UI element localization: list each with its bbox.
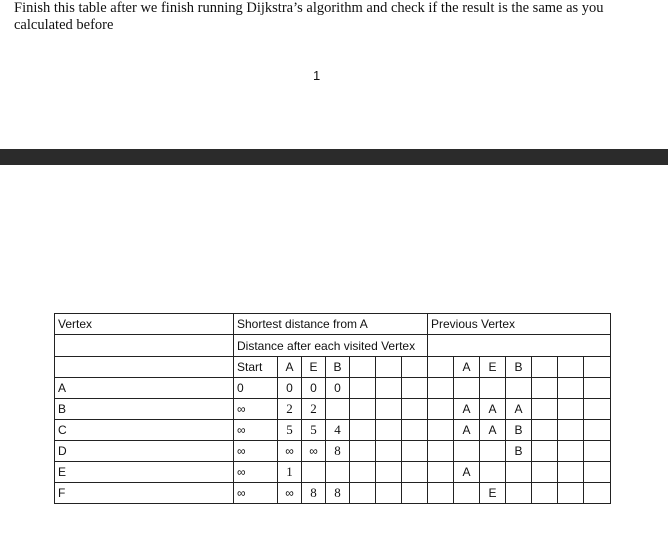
vertex-label: F: [55, 483, 234, 504]
previous-cell: [584, 420, 611, 441]
previous-cell: A: [480, 399, 506, 420]
distance-cell: [402, 483, 428, 504]
visit-order-cell: B: [326, 357, 350, 378]
instruction-text: Finish this table after we finish running Dijkstra’s algorithm and check if the result is the same as you calculated before: [14, 0, 604, 33]
vertex-subheader-cell: [55, 335, 234, 357]
distance-cell: ∞: [234, 399, 278, 420]
vertex-label: D: [55, 441, 234, 462]
distance-cell: 8: [326, 483, 350, 504]
distance-cell: [402, 462, 428, 483]
visit-order-vertex-cell: [55, 357, 234, 378]
vertex-label: C: [55, 420, 234, 441]
prev-spacer-cell: [428, 378, 454, 399]
distance-cell: ∞: [302, 441, 326, 462]
table-row: [55, 378, 611, 399]
previous-cell: A: [480, 420, 506, 441]
previous-cell: [454, 441, 480, 462]
previous-cell: A: [454, 399, 480, 420]
vertex-header: Vertex: [55, 314, 234, 335]
previous-cell: [454, 483, 480, 504]
distance-cell: 2: [302, 399, 326, 420]
previous-cell: [506, 483, 532, 504]
table-row: [55, 462, 611, 483]
distance-cell: [350, 420, 376, 441]
distance-cell: 4: [326, 420, 350, 441]
previous-cell: [480, 378, 506, 399]
table-row: [55, 399, 611, 420]
prev-order-spacer-cell: [428, 357, 454, 378]
distance-subheader: Distance after each visited Vertex: [234, 335, 428, 357]
previous-cell: [558, 462, 584, 483]
distance-cell: [350, 441, 376, 462]
distance-cell: ∞: [234, 462, 278, 483]
previous-cell: [584, 483, 611, 504]
previous-cell: [584, 378, 611, 399]
distance-cell: [402, 441, 428, 462]
previous-cell: A: [454, 462, 480, 483]
distance-cell: [326, 462, 350, 483]
distance-cell: ∞: [234, 420, 278, 441]
previous-cell: [558, 441, 584, 462]
distance-cell: 0: [234, 378, 278, 399]
previous-cell: A: [454, 420, 480, 441]
previous-cell: B: [506, 441, 532, 462]
distance-cell: 1: [278, 462, 302, 483]
visit-order-cell: [350, 357, 376, 378]
distance-cell: [350, 462, 376, 483]
previous-cell: B: [506, 420, 532, 441]
previous-cell: [506, 462, 532, 483]
distance-cell: ∞: [278, 441, 302, 462]
visit-order-cell: Start: [234, 357, 278, 378]
distance-cell: [302, 462, 326, 483]
vertex-label: B: [55, 399, 234, 420]
distance-cell: 0: [326, 378, 350, 399]
table-row: [55, 420, 611, 441]
dijkstra-table: [54, 313, 611, 504]
prev-spacer-cell: [428, 420, 454, 441]
previous-cell: [558, 399, 584, 420]
prev-order-cell: A: [454, 357, 480, 378]
prev-spacer-cell: [428, 441, 454, 462]
previous-cell: [532, 441, 558, 462]
distance-cell: [376, 462, 402, 483]
header-row: [55, 314, 611, 335]
prev-order-cell: E: [480, 357, 506, 378]
distance-cell: ∞: [278, 483, 302, 504]
previous-cell: [454, 378, 480, 399]
prev-spacer-cell: [428, 462, 454, 483]
prev-order-cell: [558, 357, 584, 378]
previous-cell: E: [480, 483, 506, 504]
previous-cell: [558, 378, 584, 399]
visit-order-cell: A: [278, 357, 302, 378]
distance-cell: [402, 378, 428, 399]
previous-subheader-cell: [428, 335, 611, 357]
table-row: [55, 441, 611, 462]
visit-order-cell: [376, 357, 402, 378]
distance-cell: 5: [302, 420, 326, 441]
visit-order-cell: [402, 357, 428, 378]
distance-cell: [326, 399, 350, 420]
vertex-label: A: [55, 378, 234, 399]
previous-cell: [480, 462, 506, 483]
previous-cell: [584, 399, 611, 420]
distance-cell: [350, 483, 376, 504]
distance-cell: 2: [278, 399, 302, 420]
previous-vertex-header: Previous Vertex: [428, 314, 611, 335]
previous-cell: [506, 378, 532, 399]
previous-cell: [532, 378, 558, 399]
prev-order-cell: [532, 357, 558, 378]
previous-cell: [584, 462, 611, 483]
previous-cell: [584, 441, 611, 462]
prev-spacer-cell: [428, 399, 454, 420]
prev-order-cell: [584, 357, 611, 378]
previous-cell: [532, 462, 558, 483]
distance-cell: 5: [278, 420, 302, 441]
distance-cell: 0: [302, 378, 326, 399]
prev-spacer-cell: [428, 483, 454, 504]
prev-order-cell: B: [506, 357, 532, 378]
distance-cell: 8: [302, 483, 326, 504]
distance-cell: [376, 483, 402, 504]
visit-order-row: [55, 357, 611, 378]
distance-cell: [376, 399, 402, 420]
distance-cell: [350, 399, 376, 420]
previous-cell: [532, 420, 558, 441]
previous-cell: [532, 399, 558, 420]
page-divider: [0, 149, 668, 165]
distance-cell: ∞: [234, 441, 278, 462]
distance-cell: 8: [326, 441, 350, 462]
visit-order-cell: E: [302, 357, 326, 378]
previous-cell: [558, 420, 584, 441]
table-row: [55, 483, 611, 504]
shortest-distance-header: Shortest distance from A: [234, 314, 428, 335]
previous-cell: [532, 483, 558, 504]
distance-cell: [376, 420, 402, 441]
subheader-row: [55, 335, 611, 357]
distance-cell: [350, 378, 376, 399]
distance-cell: [376, 378, 402, 399]
distance-cell: [376, 441, 402, 462]
vertex-label: E: [55, 462, 234, 483]
distance-cell: [402, 399, 428, 420]
distance-cell: 0: [278, 378, 302, 399]
distance-cell: ∞: [234, 483, 278, 504]
previous-cell: [558, 483, 584, 504]
previous-cell: A: [506, 399, 532, 420]
distance-cell: [402, 420, 428, 441]
page-number: 1: [313, 68, 321, 83]
previous-cell: [480, 441, 506, 462]
